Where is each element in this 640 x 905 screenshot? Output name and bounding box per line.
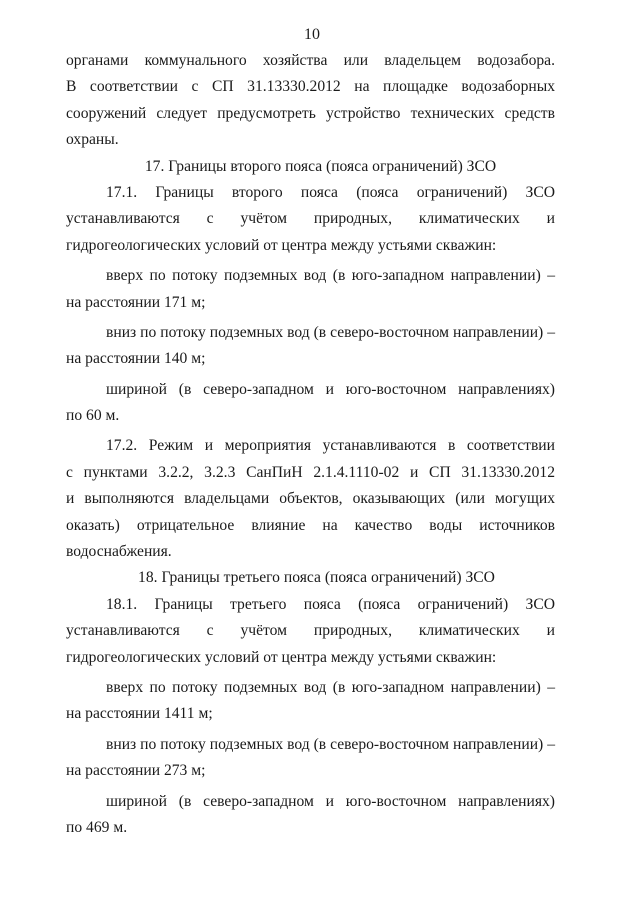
text-line: по 469 м.: [66, 818, 128, 836]
text-line: гидрогеологических условий от центра между устьями скважин:: [66, 648, 497, 666]
paragraph-intro: [66, 48, 555, 154]
page-body: [66, 48, 555, 841]
paragraph-18-width: [66, 789, 555, 842]
paragraph-17-1: [66, 180, 555, 259]
section-heading-17: 17. Границы второго пояса (пояса ограничений) ЗСО: [144, 157, 497, 175]
text-line: вниз по потоку подземных вод (в северо-восточном направлении) –: [106, 323, 555, 341]
text-line: вверх по потоку подземных вод (в юго-западном направлении) –: [106, 267, 555, 285]
text-line: на расстоянии 1411 м;: [66, 705, 213, 723]
page-number: 10: [304, 26, 320, 43]
text-line: вниз по потоку подземных вод (в северо-восточном направлении) –: [106, 735, 555, 753]
text-line: 18.1. Границы третьего пояса (пояса ограничений) ЗСО: [106, 595, 555, 613]
text-line: сооружений следует предусмотреть устройство технических средств: [66, 104, 555, 122]
text-line: гидрогеологических условий от центра между устьями скважин:: [66, 236, 497, 254]
paragraph-17-width: [66, 377, 555, 430]
text-line: вверх по потоку подземных вод (в юго-западном направлении) –: [106, 678, 555, 696]
text-line: устанавливаются с учётом природных, климатических и: [66, 622, 555, 640]
paragraph-17-2: [66, 433, 555, 565]
section-heading-18: 18. Границы третьего пояса (пояса ограничений) ЗСО: [138, 569, 495, 587]
text-line: на расстоянии 273 м;: [66, 762, 206, 780]
text-line: В соответствии с СП 31.13330.2012 на площадке водозаборных: [66, 78, 555, 96]
text-line: 17.1. Границы второго пояса (пояса ограничений) ЗСО: [106, 183, 555, 201]
text-line: водоснабжения.: [66, 543, 172, 561]
text-line: по 60 м.: [66, 407, 120, 425]
text-line: на расстоянии 140 м;: [66, 350, 206, 368]
text-line: охраны.: [66, 131, 119, 149]
text-line: шириной (в северо-западном и юго-восточном направлениях): [106, 380, 555, 398]
paragraph-17-downstream: [66, 320, 555, 373]
paragraph-18-upstream: [66, 675, 555, 728]
text-line: оказать) отрицательное влияние на качество воды источников: [66, 516, 555, 534]
paragraph-18-downstream: [66, 732, 555, 785]
text-line: и выполняются владельцами объектов, оказывающих (или могущих: [66, 490, 555, 508]
text-line: органами коммунального хозяйства или владельцем водозабора.: [66, 52, 555, 69]
text-line: шириной (в северо-западном и юго-восточном направлениях): [106, 792, 555, 810]
paragraph-18-1: [66, 592, 555, 671]
text-line: устанавливаются с учётом природных, климатических и: [66, 210, 555, 228]
text-line: 17.2. Режим и мероприятия устанавливаются в соответствии: [106, 437, 555, 455]
text-line: на расстоянии 171 м;: [66, 293, 206, 311]
text-line: с пунктами 3.2.2, 3.2.3 СанПиН 2.1.4.1110-02 и СП 31.13330.2012: [66, 463, 555, 481]
paragraph-17-upstream: [66, 263, 555, 316]
